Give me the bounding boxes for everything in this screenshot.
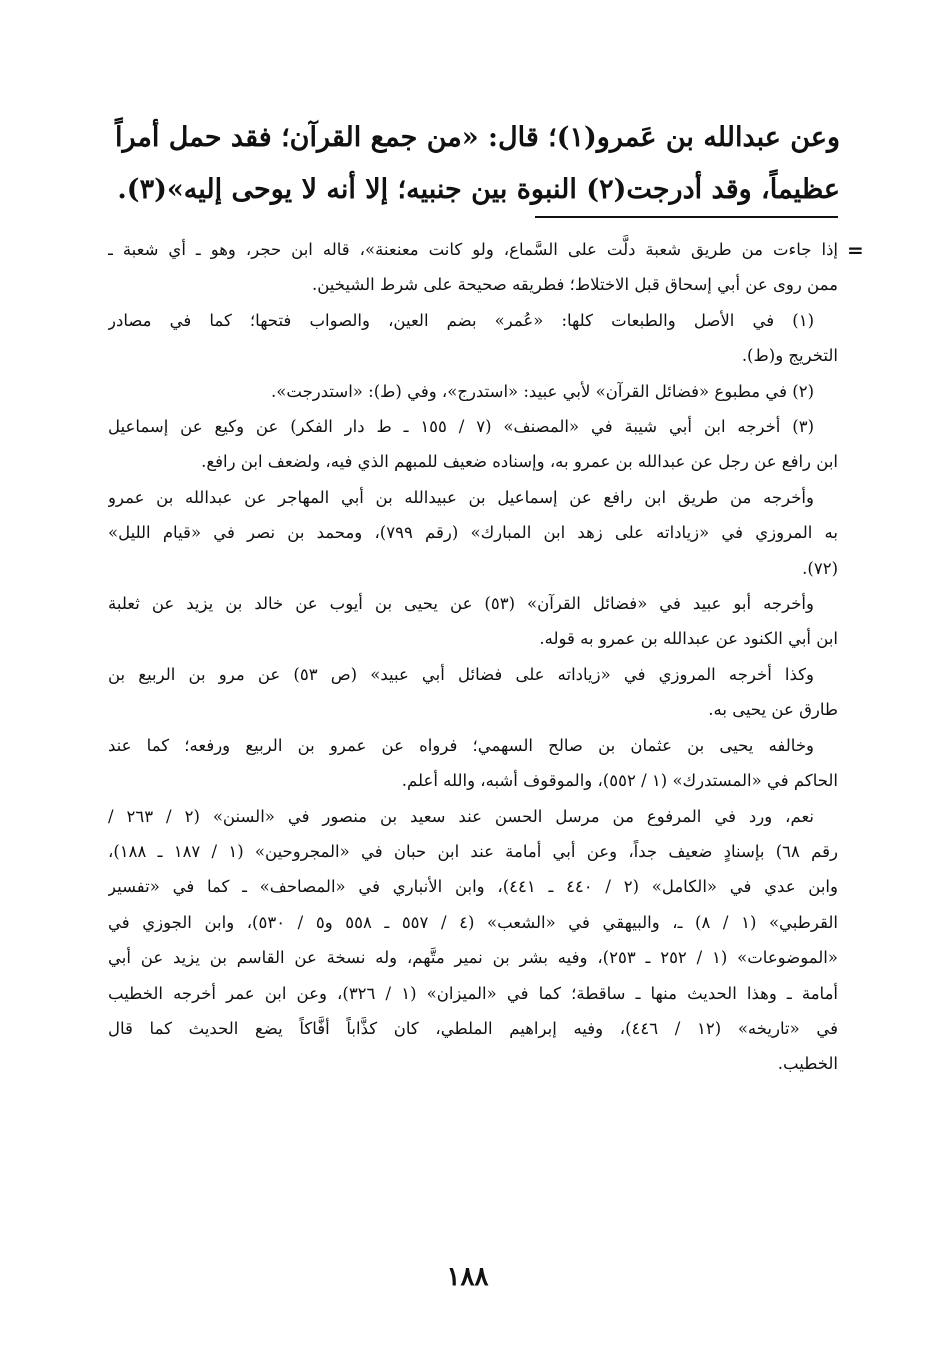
footnote-line: (١) في الأصل والطبعات كلها: «عُمر» بضم العين، والصواب فتحها؛ كما في مصادر xyxy=(108,310,814,330)
footnote-line: الخطيب. xyxy=(777,1054,838,1074)
main-text-line: وعن عبدالله بن عَمرو(١)؛ قال: «من جمع القرآن؛ فقد حمل أمراً xyxy=(115,122,840,153)
footnote-line: إذا جاءت من طريق شعبة دلَّت على السَّماع، ولو كانت معنعنة»، قاله ابن حجر، وهو ـ أي شعبة ـ xyxy=(108,240,838,259)
footnote-line: أمامة ـ وهذا الحديث منها ـ ساقطة؛ كما في «الميزان» (١ / ٣٢٦)، وعن ابن عمر أخرجه الخطيب xyxy=(108,983,838,1003)
footnote-line: وخالفه يحيى بن عثمان بن صالح السهمي؛ فرواه عن عمرو بن الربيع ورفعه؛ كما عند xyxy=(108,735,814,755)
footnote-line: الحاكم في «المستدرك» (١ / ٥٥٢)، والموقوف أشبه، والله أعلم. xyxy=(401,771,838,791)
footnote-line: (٧٢). xyxy=(802,558,838,578)
footnote-line: في «تاريخه» (١٢ / ٤٤٦)، وفيه إبراهيم الملطي، كان كذَّاباً أفَّاكاً يضع الحديث كما قال xyxy=(108,1018,838,1038)
footnote-line: «الموضوعات» (١ / ٢٥٢ ـ ٢٥٣)، وفيه بشر بن نمير متَّهم، وله نسخة عن القاسم بن يزيد عن أبي xyxy=(108,948,838,968)
footnote-line: (٣) أخرجه ابن أبي شيبة في «المصنف» (٧ / ١٥٥ ـ ط دار الفكر) عن وكيع عن إسماعيل xyxy=(108,417,814,437)
footnote-line: به المروزي في «زياداته على زهد ابن المبارك» (رقم ٧٩٩)، ومحمد بن نصر في «قيام الليل» xyxy=(108,523,838,543)
footnote-line: رقم ٦٨) بإسنادٍ ضعيف جداً، وعن أبي أمامة عند ابن حبان في «المجروحين» (١ / ١٨٧ ـ ١٨٨)، xyxy=(108,841,838,861)
footnote-line: (٢) في مطبوع «فضائل القرآن» لأبي عبيد: «استدرج»، وفي (ط): «استدرجت». xyxy=(271,381,814,401)
footnote-line: ابن أبي الكنود عن عبدالله بن عمرو به قوله. xyxy=(539,629,838,649)
footnote-line: نعم، ورد في المرفوع من مرسل الحسن عند سعيد بن منصور في «السنن» (٢ / ٢٦٣ / xyxy=(108,806,815,826)
footnote-line: ابن رافع عن رجل عن عبدالله بن عمرو به، وإسناده ضعيف للمبهم الذي فيه، ولضعف ابن رافع. xyxy=(201,452,838,472)
footnote-line: وأخرجه من طريق ابن رافع عن إسماعيل بن عبيدالله بن أبي المهاجر عن عبدالله بن عمرو xyxy=(108,487,814,507)
continuation-mark: = xyxy=(847,238,864,262)
footnotes xyxy=(108,232,838,1082)
footnote-line: وابن عدي في «الكامل» (٢ / ٤٤٠ ـ ٤٤١)، وابن الأنباري في «المصاحف» ـ كما في «تفسير xyxy=(108,877,838,897)
footnote-line: التخريج و(ط). xyxy=(741,346,838,366)
main-text-line: عظيماً، وقد أدرجت(٢) النبوة بين جنبيه؛ إلا أنه لا يوحى إليه»(٣). xyxy=(117,174,840,205)
footnote-divider xyxy=(535,216,838,218)
footnote-line: القرطبي» (١ / ٨) ـ، والبيهقي في «الشعب» (٤ / ٥٥٧ ـ ٥٥٨ و٥ / ٥٣٠)، وابن الجوزي في xyxy=(108,912,838,932)
footnote-line: وأخرجه أبو عبيد في «فضائل القرآن» (٥٣) عن يحيى بن أيوب عن خالد بن يزيد عن ثعلبة xyxy=(108,594,814,614)
page-number: ١٨٨ xyxy=(446,1262,489,1292)
footnote-line: طارق عن يحيى به. xyxy=(708,700,838,720)
main-text xyxy=(100,112,840,216)
footnote-line: ممن روى عن أبي إسحاق قبل الاختلاط؛ فطريقه صحيحة على شرط الشيخين. xyxy=(311,275,838,295)
footnote-line: وكذا أخرجه المروزي في «زياداته على فضائل أبي عبيد» (ص ٥٣) عن مرو بن الربيع بن xyxy=(108,664,814,684)
